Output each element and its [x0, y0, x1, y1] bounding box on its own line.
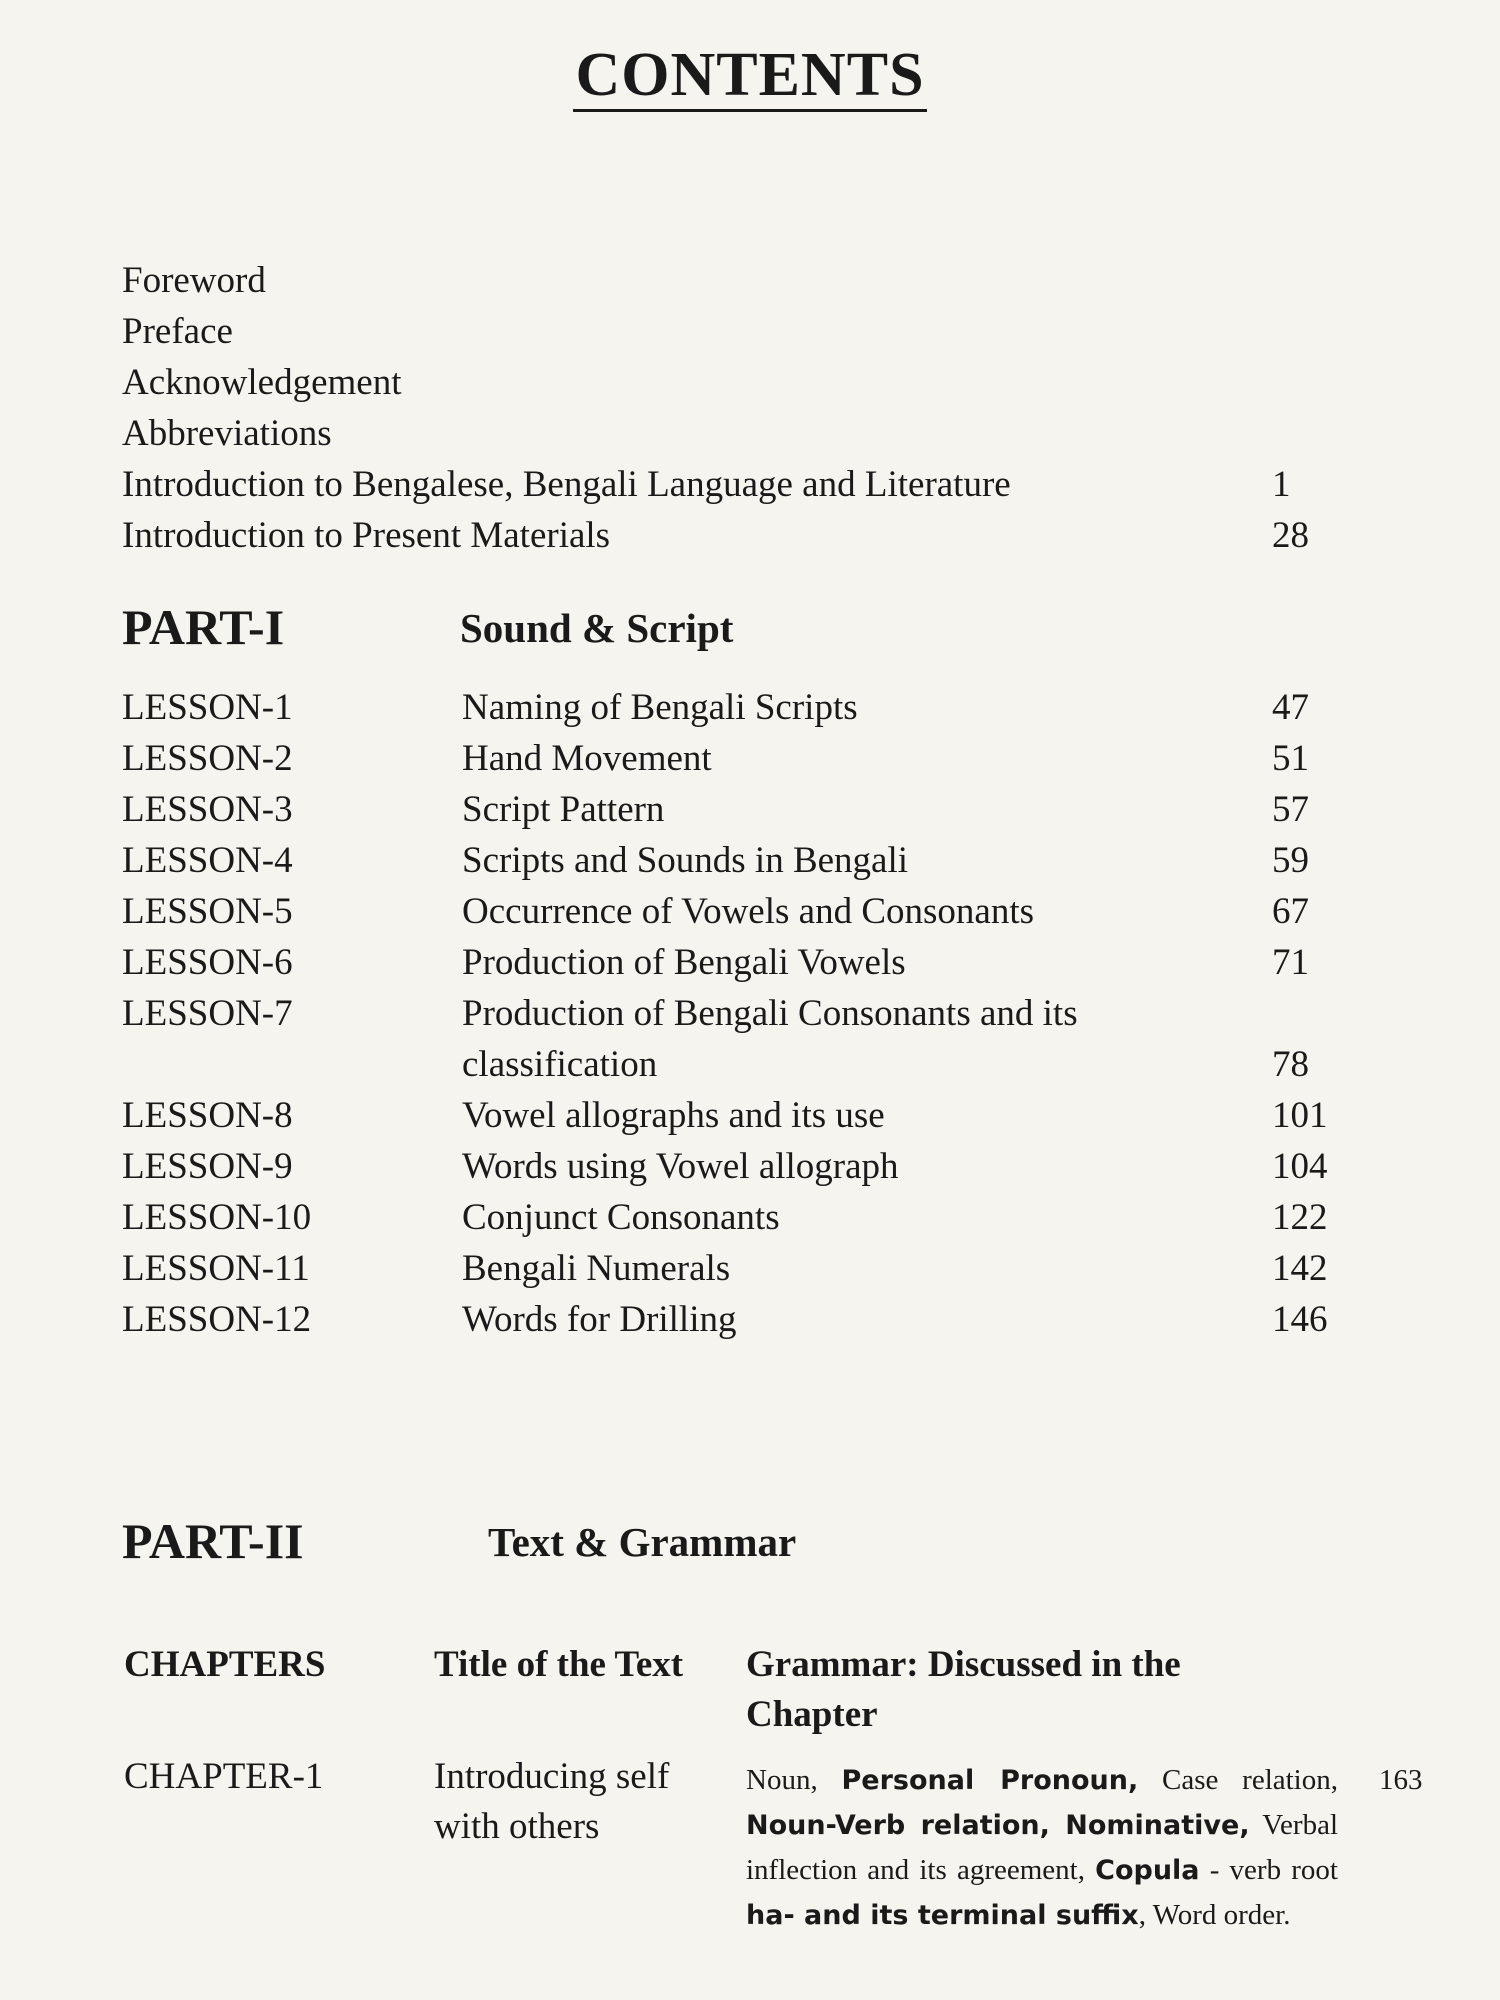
lesson-list [122, 682, 1352, 1345]
lesson-page: 51 [1272, 738, 1309, 779]
lesson-page: 67 [1272, 891, 1309, 932]
front-matter-label: Preface [122, 311, 233, 352]
lesson-id: LESSON-4 [122, 840, 293, 881]
lesson-item [122, 835, 1352, 886]
grammar-run: Verbal inflection and its agreement, [746, 1809, 1338, 1886]
part-1-heading [122, 598, 1322, 658]
chapter-title: Introducing self with others [434, 1756, 670, 1847]
lesson-id: LESSON-10 [122, 1197, 312, 1238]
lesson-item [122, 1141, 1352, 1192]
lesson-title: Vowel allographs and its use [462, 1095, 885, 1136]
grammar-run: Case relation, [1138, 1764, 1338, 1796]
lesson-page: 47 [1272, 687, 1309, 728]
lesson-id: LESSON-11 [122, 1248, 310, 1289]
lesson-title: Words using Vowel allograph [462, 1146, 899, 1187]
grammar-run: - verb root [1199, 1854, 1338, 1886]
lesson-id: LESSON-6 [122, 942, 293, 983]
lesson-item [122, 682, 1352, 733]
lesson-id: LESSON-7 [122, 993, 293, 1034]
lesson-page: 122 [1272, 1197, 1328, 1238]
front-matter-label: Introduction to Bengalese, Bengali Language and Literature [122, 464, 1011, 505]
lesson-id: LESSON-5 [122, 891, 293, 932]
page-title: CONTENTS [0, 40, 1500, 111]
front-matter-item [122, 459, 1352, 510]
part-1-label: PART-I [122, 599, 285, 655]
lesson-page: 101 [1272, 1095, 1328, 1136]
front-matter-item [122, 510, 1352, 561]
grammar-run: Noun-Verb relation, Nominative, [746, 1810, 1250, 1841]
lesson-title: Bengali Numerals [462, 1248, 731, 1289]
lesson-page: 59 [1272, 840, 1309, 881]
front-matter-item [122, 357, 1352, 408]
front-matter-item [122, 255, 1352, 306]
part-2-title: Text & Grammar [488, 1519, 797, 1565]
grammar-run: , Word order. [1138, 1899, 1291, 1931]
header-title: Title of the Text [434, 1644, 684, 1685]
front-matter-list [122, 255, 1352, 561]
grammar-run: ha- and its terminal suffix [746, 1900, 1139, 1931]
lesson-id: LESSON-2 [122, 738, 293, 779]
lesson-id: LESSON-3 [122, 789, 293, 830]
lesson-page: 57 [1272, 789, 1309, 830]
lesson-title: Production of Bengali Vowels [462, 942, 906, 983]
front-matter-page: 1 [1272, 464, 1291, 505]
lesson-title: Scripts and Sounds in Bengali [462, 840, 909, 881]
lesson-title: Hand Movement [462, 738, 712, 779]
lesson-page: 146 [1272, 1299, 1328, 1340]
lesson-page: 104 [1272, 1146, 1328, 1187]
lesson-id: LESSON-8 [122, 1095, 293, 1136]
lesson-title: Naming of Bengali Scripts [462, 687, 858, 728]
lesson-title: Occurrence of Vowels and Consonants [462, 891, 1035, 932]
front-matter-label: Abbreviations [122, 413, 332, 454]
front-matter-label: Acknowledgement [122, 362, 402, 403]
part-2-label: PART-II [122, 1513, 304, 1569]
lesson-item [122, 1243, 1352, 1294]
lesson-id: LESSON-1 [122, 687, 293, 728]
grammar-run: Personal Pronoun, [841, 1765, 1139, 1796]
front-matter-item [122, 306, 1352, 357]
front-matter-label: Foreword [122, 260, 266, 301]
lesson-page: 71 [1272, 942, 1309, 983]
front-matter-item [122, 408, 1352, 459]
lesson-title: Production of Bengali Consonants and its classification [462, 993, 1078, 1085]
lesson-title: Words for Drilling [462, 1299, 737, 1340]
lesson-id: LESSON-9 [122, 1146, 293, 1187]
lesson-item [122, 733, 1352, 784]
front-matter-page: 28 [1272, 515, 1309, 556]
part-2-heading [122, 1512, 1322, 1572]
grammar-run: Copula [1095, 1855, 1200, 1886]
lesson-item [122, 1294, 1352, 1345]
header-grammar: Grammar: Discussed in the Chapter [746, 1644, 1181, 1735]
chapter-id: CHAPTER-1 [124, 1756, 324, 1797]
chapter-page: 163 [1379, 1764, 1423, 1796]
part-1-title: Sound & Script [460, 605, 734, 651]
lesson-title: Script Pattern [462, 789, 665, 830]
lesson-item [122, 937, 1352, 988]
lesson-item [122, 886, 1352, 937]
lesson-item [122, 988, 1352, 1090]
chapter-grammar [746, 1758, 1338, 1938]
front-matter-label: Introduction to Present Materials [122, 515, 611, 556]
grammar-run: Noun, [746, 1764, 842, 1796]
lesson-item [122, 1192, 1352, 1243]
lesson-id: LESSON-12 [122, 1299, 312, 1340]
lesson-title: Conjunct Consonants [462, 1197, 780, 1238]
lesson-page: 142 [1272, 1248, 1328, 1289]
lesson-item [122, 784, 1352, 835]
lesson-page: 78 [1272, 1044, 1309, 1085]
header-chapters: CHAPTERS [124, 1644, 326, 1685]
lesson-item [122, 1090, 1352, 1141]
